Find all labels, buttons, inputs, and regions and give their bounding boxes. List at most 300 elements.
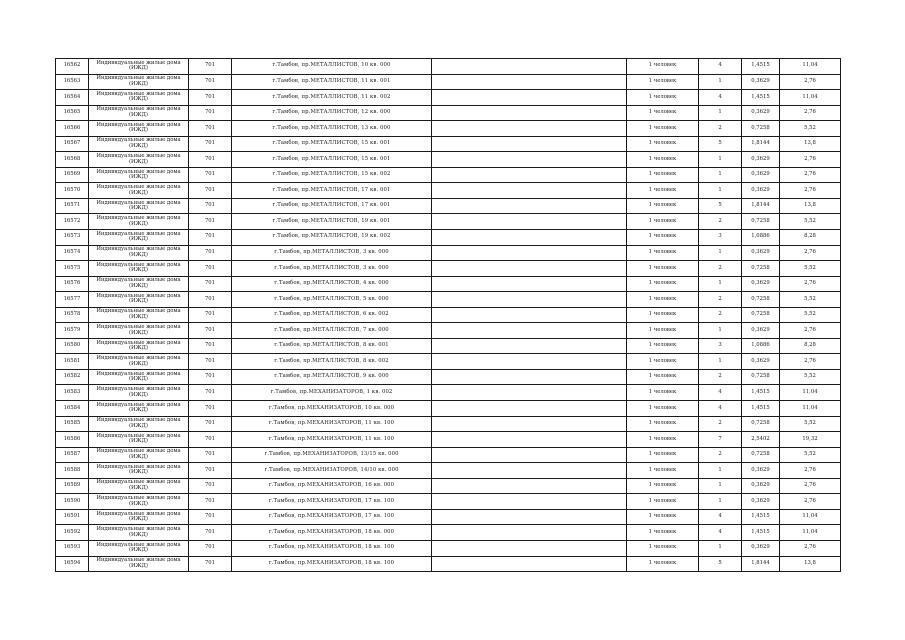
cell-id: 16578 (56, 307, 89, 323)
cell-id: 16593 (56, 540, 89, 556)
cell-address: г.Тамбов, пр.МЕТАЛЛИСТОВ, 11 кв. 001 (232, 74, 432, 90)
cell-code: 701 (189, 198, 232, 214)
cell-total: 5,52 (780, 416, 841, 432)
cell-code: 701 (189, 509, 232, 525)
table-row (56, 105, 841, 121)
cell-id: 16569 (56, 167, 89, 183)
cell-code: 701 (189, 136, 232, 152)
cell-id: 16584 (56, 401, 89, 417)
cell-total: 2,76 (780, 323, 841, 339)
cell-value: 0,3629 (742, 152, 780, 168)
cell-value: 1,8144 (742, 136, 780, 152)
cell-count: 4 (699, 525, 742, 541)
cell-id: 16570 (56, 183, 89, 199)
cell-type: Индивидуальные жилые дома (ИЖД) (89, 105, 189, 121)
cell-id: 16568 (56, 152, 89, 168)
cell-code: 701 (189, 183, 232, 199)
cell-type: Индивидуальные жилые дома (ИЖД) (89, 183, 189, 199)
table-row (56, 540, 841, 556)
table-row (56, 90, 841, 106)
cell-count: 1 (699, 354, 742, 370)
table-row (56, 447, 841, 463)
cell-id: 16572 (56, 214, 89, 230)
cell-empty (432, 478, 627, 494)
cell-value: 1,0886 (742, 338, 780, 354)
cell-count: 2 (699, 214, 742, 230)
table-row (56, 167, 841, 183)
cell-total: 5,52 (780, 369, 841, 385)
cell-address: г.Тамбов, пр.МЕТАЛЛИСТОВ, 5 кв. 000 (232, 292, 432, 308)
cell-type: Индивидуальные жилые дома (ИЖД) (89, 230, 189, 246)
table-row (56, 261, 841, 277)
cell-unit: 1 человек (627, 416, 699, 432)
table-row (56, 385, 841, 401)
cell-address: г.Тамбов, пр.МЕХАНИЗАТОРОВ, 18 кв. 100 (232, 540, 432, 556)
cell-total: 2,76 (780, 105, 841, 121)
cell-code: 701 (189, 152, 232, 168)
cell-count: 1 (699, 105, 742, 121)
table-row (56, 183, 841, 199)
cell-empty (432, 245, 627, 261)
cell-empty (432, 74, 627, 90)
cell-total: 2,76 (780, 354, 841, 370)
cell-code: 701 (189, 90, 232, 106)
cell-count: 7 (699, 432, 742, 448)
cell-unit: 1 человек (627, 121, 699, 137)
cell-empty (432, 509, 627, 525)
cell-type: Индивидуальные жилые дома (ИЖД) (89, 167, 189, 183)
cell-value: 1,4515 (742, 509, 780, 525)
cell-empty (432, 338, 627, 354)
cell-code: 701 (189, 261, 232, 277)
cell-unit: 1 человек (627, 338, 699, 354)
cell-total: 11,04 (780, 90, 841, 106)
cell-count: 1 (699, 245, 742, 261)
cell-total: 8,28 (780, 338, 841, 354)
cell-code: 701 (189, 59, 232, 75)
cell-code: 701 (189, 540, 232, 556)
cell-count: 1 (699, 463, 742, 479)
cell-total: 2,76 (780, 478, 841, 494)
cell-type: Индивидуальные жилые дома (ИЖД) (89, 432, 189, 448)
cell-id: 16582 (56, 369, 89, 385)
cell-unit: 1 человек (627, 152, 699, 168)
register-table (55, 58, 841, 572)
cell-unit: 1 человек (627, 214, 699, 230)
cell-unit: 1 человек (627, 167, 699, 183)
cell-unit: 1 человек (627, 276, 699, 292)
cell-value: 0,3629 (742, 105, 780, 121)
cell-code: 701 (189, 432, 232, 448)
cell-code: 701 (189, 354, 232, 370)
cell-code: 701 (189, 494, 232, 510)
cell-type: Индивидуальные жилые дома (ИЖД) (89, 447, 189, 463)
cell-value: 0,7258 (742, 214, 780, 230)
cell-type: Индивидуальные жилые дома (ИЖД) (89, 292, 189, 308)
cell-value: 0,7258 (742, 369, 780, 385)
cell-total: 2,76 (780, 74, 841, 90)
cell-empty (432, 198, 627, 214)
cell-total: 5,52 (780, 214, 841, 230)
cell-count: 2 (699, 292, 742, 308)
cell-empty (432, 556, 627, 572)
cell-total: 2,76 (780, 167, 841, 183)
cell-address: г.Тамбов, пр.МЕТАЛЛИСТОВ, 9 кв. 000 (232, 369, 432, 385)
cell-value: 2,5402 (742, 432, 780, 448)
cell-empty (432, 416, 627, 432)
cell-type: Индивидуальные жилые дома (ИЖД) (89, 245, 189, 261)
cell-total: 19,32 (780, 432, 841, 448)
cell-value: 1,8144 (742, 556, 780, 572)
cell-unit: 1 человек (627, 478, 699, 494)
table-row (56, 432, 841, 448)
cell-type: Индивидуальные жилые дома (ИЖД) (89, 540, 189, 556)
cell-id: 16587 (56, 447, 89, 463)
cell-unit: 1 человек (627, 525, 699, 541)
cell-address: г.Тамбов, пр.МЕТАЛЛИСТОВ, 15 кв. 001 (232, 136, 432, 152)
cell-id: 16592 (56, 525, 89, 541)
cell-count: 4 (699, 401, 742, 417)
cell-address: г.Тамбов, пр.МЕТАЛЛИСТОВ, 8 кв. 002 (232, 354, 432, 370)
cell-total: 5,52 (780, 307, 841, 323)
cell-type: Индивидуальные жилые дома (ИЖД) (89, 323, 189, 339)
cell-id: 16565 (56, 105, 89, 121)
cell-unit: 1 человек (627, 385, 699, 401)
cell-total: 8,28 (780, 230, 841, 246)
cell-unit: 1 человек (627, 105, 699, 121)
cell-unit: 1 человек (627, 432, 699, 448)
cell-count: 5 (699, 198, 742, 214)
cell-type: Индивидуальные жилые дома (ИЖД) (89, 354, 189, 370)
cell-total: 2,76 (780, 463, 841, 479)
cell-unit: 1 человек (627, 369, 699, 385)
cell-empty (432, 432, 627, 448)
cell-count: 5 (699, 136, 742, 152)
cell-code: 701 (189, 121, 232, 137)
cell-code: 701 (189, 463, 232, 479)
cell-address: г.Тамбов, пр.МЕХАНИЗАТОРОВ, 18 кв. 100 (232, 556, 432, 572)
table-row (56, 74, 841, 90)
table-row (56, 416, 841, 432)
cell-empty (432, 323, 627, 339)
cell-empty (432, 214, 627, 230)
table-row (56, 494, 841, 510)
cell-address: г.Тамбов, пр.МЕХАНИЗАТОРОВ, 17 кв. 100 (232, 494, 432, 510)
cell-value: 1,8144 (742, 198, 780, 214)
cell-code: 701 (189, 276, 232, 292)
cell-address: г.Тамбов, пр.МЕХАНИЗАТОРОВ, 1 кв. 002 (232, 385, 432, 401)
cell-empty (432, 152, 627, 168)
cell-value: 1,0886 (742, 230, 780, 246)
cell-code: 701 (189, 214, 232, 230)
cell-total: 2,76 (780, 245, 841, 261)
cell-unit: 1 человек (627, 447, 699, 463)
cell-total: 11,04 (780, 525, 841, 541)
cell-empty (432, 369, 627, 385)
table-row (56, 556, 841, 572)
cell-unit: 1 человек (627, 494, 699, 510)
table-row (56, 369, 841, 385)
cell-count: 1 (699, 494, 742, 510)
cell-value: 0,7258 (742, 307, 780, 323)
cell-address: г.Тамбов, пр.МЕХАНИЗАТОРОВ, 13/15 кв. 000 (232, 447, 432, 463)
cell-value: 1,4515 (742, 525, 780, 541)
cell-count: 1 (699, 540, 742, 556)
cell-id: 16590 (56, 494, 89, 510)
cell-unit: 1 человек (627, 74, 699, 90)
cell-value: 0,3629 (742, 167, 780, 183)
cell-type: Индивидуальные жилые дома (ИЖД) (89, 338, 189, 354)
cell-type: Индивидуальные жилые дома (ИЖД) (89, 198, 189, 214)
cell-total: 11,04 (780, 385, 841, 401)
cell-value: 0,3629 (742, 276, 780, 292)
cell-id: 16579 (56, 323, 89, 339)
cell-id: 16562 (56, 59, 89, 75)
cell-address: г.Тамбов, пр.МЕХАНИЗАТОРОВ, 16 кв. 000 (232, 478, 432, 494)
cell-id: 16563 (56, 74, 89, 90)
cell-id: 16588 (56, 463, 89, 479)
cell-address: г.Тамбов, пр.МЕТАЛЛИСТОВ, 11 кв. 002 (232, 90, 432, 106)
cell-address: г.Тамбов, пр.МЕХАНИЗАТОРОВ, 17 кв. 100 (232, 509, 432, 525)
cell-count: 2 (699, 369, 742, 385)
cell-unit: 1 человек (627, 463, 699, 479)
table-row (56, 276, 841, 292)
cell-code: 701 (189, 230, 232, 246)
cell-count: 4 (699, 90, 742, 106)
cell-address: г.Тамбов, пр.МЕТАЛЛИСТОВ, 15 кв. 002 (232, 167, 432, 183)
table-row (56, 401, 841, 417)
cell-type: Индивидуальные жилые дома (ИЖД) (89, 478, 189, 494)
cell-empty (432, 59, 627, 75)
cell-address: г.Тамбов, пр.МЕТАЛЛИСТОВ, 3 кв. 000 (232, 245, 432, 261)
cell-count: 1 (699, 276, 742, 292)
cell-value: 0,7258 (742, 261, 780, 277)
cell-count: 3 (699, 338, 742, 354)
cell-unit: 1 человек (627, 556, 699, 572)
cell-total: 13,8 (780, 198, 841, 214)
cell-address: г.Тамбов, пр.МЕХАНИЗАТОРОВ, 11 кв. 100 (232, 416, 432, 432)
cell-type: Индивидуальные жилые дома (ИЖД) (89, 556, 189, 572)
cell-type: Индивидуальные жилые дома (ИЖД) (89, 416, 189, 432)
cell-address: г.Тамбов, пр.МЕХАНИЗАТОРОВ, 10 кв. 000 (232, 401, 432, 417)
cell-count: 1 (699, 323, 742, 339)
cell-value: 0,3629 (742, 540, 780, 556)
table-row (56, 338, 841, 354)
cell-id: 16591 (56, 509, 89, 525)
cell-address: г.Тамбов, пр.МЕТАЛЛИСТОВ, 17 кв. 001 (232, 198, 432, 214)
cell-address: г.Тамбов, пр.МЕТАЛЛИСТОВ, 8 кв. 001 (232, 338, 432, 354)
cell-total: 13,8 (780, 556, 841, 572)
cell-total: 2,76 (780, 540, 841, 556)
cell-count: 4 (699, 509, 742, 525)
cell-value: 1,4515 (742, 385, 780, 401)
table-row (56, 292, 841, 308)
cell-count: 1 (699, 183, 742, 199)
cell-empty (432, 105, 627, 121)
cell-empty (432, 447, 627, 463)
table-row (56, 463, 841, 479)
cell-count: 1 (699, 478, 742, 494)
cell-code: 701 (189, 338, 232, 354)
cell-address: г.Тамбов, пр.МЕТАЛЛИСТОВ, 19 кв. 002 (232, 230, 432, 246)
table-row (56, 354, 841, 370)
cell-count: 2 (699, 447, 742, 463)
cell-address: г.Тамбов, пр.МЕТАЛЛИСТОВ, 15 кв. 001 (232, 152, 432, 168)
cell-type: Индивидуальные жилые дома (ИЖД) (89, 121, 189, 137)
cell-unit: 1 человек (627, 198, 699, 214)
cell-unit: 1 человек (627, 90, 699, 106)
cell-total: 2,76 (780, 152, 841, 168)
cell-code: 701 (189, 323, 232, 339)
cell-code: 701 (189, 401, 232, 417)
cell-count: 2 (699, 307, 742, 323)
cell-unit: 1 человек (627, 307, 699, 323)
cell-total: 2,76 (780, 183, 841, 199)
cell-address: г.Тамбов, пр.МЕХАНИЗАТОРОВ, 18 кв. 000 (232, 525, 432, 541)
cell-value: 1,4515 (742, 59, 780, 75)
cell-total: 11,04 (780, 59, 841, 75)
cell-total: 2,76 (780, 276, 841, 292)
cell-value: 0,7258 (742, 121, 780, 137)
cell-total: 2,76 (780, 494, 841, 510)
cell-type: Индивидуальные жилые дома (ИЖД) (89, 463, 189, 479)
cell-total: 11,04 (780, 509, 841, 525)
cell-unit: 1 человек (627, 136, 699, 152)
table-row (56, 121, 841, 137)
cell-id: 16594 (56, 556, 89, 572)
cell-code: 701 (189, 167, 232, 183)
cell-unit: 1 человек (627, 323, 699, 339)
cell-total: 5,52 (780, 292, 841, 308)
cell-type: Индивидуальные жилые дома (ИЖД) (89, 136, 189, 152)
table-row (56, 245, 841, 261)
cell-type: Индивидуальные жилые дома (ИЖД) (89, 59, 189, 75)
cell-unit: 1 человек (627, 183, 699, 199)
cell-value: 0,3629 (742, 323, 780, 339)
cell-count: 1 (699, 167, 742, 183)
table-row (56, 136, 841, 152)
cell-value: 0,3629 (742, 183, 780, 199)
cell-count: 2 (699, 261, 742, 277)
cell-id: 16571 (56, 198, 89, 214)
cell-total: 11,04 (780, 401, 841, 417)
cell-value: 0,3629 (742, 478, 780, 494)
cell-value: 0,7258 (742, 416, 780, 432)
table-row (56, 478, 841, 494)
cell-id: 16585 (56, 416, 89, 432)
cell-code: 701 (189, 525, 232, 541)
cell-count: 3 (699, 230, 742, 246)
cell-unit: 1 человек (627, 230, 699, 246)
cell-id: 16564 (56, 90, 89, 106)
cell-type: Индивидуальные жилые дома (ИЖД) (89, 214, 189, 230)
table-row (56, 230, 841, 246)
cell-type: Индивидуальные жилые дома (ИЖД) (89, 509, 189, 525)
cell-id: 16581 (56, 354, 89, 370)
table-row (56, 323, 841, 339)
cell-type: Индивидуальные жилые дома (ИЖД) (89, 385, 189, 401)
cell-count: 4 (699, 385, 742, 401)
cell-value: 0,7258 (742, 447, 780, 463)
cell-empty (432, 136, 627, 152)
cell-count: 4 (699, 59, 742, 75)
cell-empty (432, 525, 627, 541)
cell-address: г.Тамбов, пр.МЕТАЛЛИСТОВ, 7 кв. 000 (232, 323, 432, 339)
cell-count: 1 (699, 74, 742, 90)
cell-address: г.Тамбов, пр.МЕТАЛЛИСТОВ, 6 кв. 002 (232, 307, 432, 323)
cell-value: 0,7258 (742, 292, 780, 308)
cell-total: 5,52 (780, 121, 841, 137)
table-body (56, 59, 841, 572)
cell-type: Индивидуальные жилые дома (ИЖД) (89, 152, 189, 168)
cell-unit: 1 человек (627, 245, 699, 261)
cell-empty (432, 463, 627, 479)
cell-empty (432, 401, 627, 417)
cell-empty (432, 90, 627, 106)
cell-code: 701 (189, 385, 232, 401)
cell-type: Индивидуальные жилые дома (ИЖД) (89, 401, 189, 417)
cell-type: Индивидуальные жилые дома (ИЖД) (89, 74, 189, 90)
cell-id: 16576 (56, 276, 89, 292)
cell-empty (432, 540, 627, 556)
cell-unit: 1 человек (627, 509, 699, 525)
cell-type: Индивидуальные жилые дома (ИЖД) (89, 494, 189, 510)
table-row (56, 198, 841, 214)
cell-code: 701 (189, 74, 232, 90)
cell-address: г.Тамбов, пр.МЕХАНИЗАТОРОВ, 11 кв. 100 (232, 432, 432, 448)
cell-unit: 1 человек (627, 261, 699, 277)
cell-code: 701 (189, 447, 232, 463)
cell-id: 16577 (56, 292, 89, 308)
cell-count: 1 (699, 152, 742, 168)
cell-type: Индивидуальные жилые дома (ИЖД) (89, 276, 189, 292)
cell-empty (432, 183, 627, 199)
table-row (56, 509, 841, 525)
cell-type: Индивидуальные жилые дома (ИЖД) (89, 90, 189, 106)
table-row (56, 307, 841, 323)
cell-value: 0,3629 (742, 354, 780, 370)
cell-unit: 1 человек (627, 292, 699, 308)
cell-count: 2 (699, 121, 742, 137)
cell-code: 701 (189, 556, 232, 572)
cell-address: г.Тамбов, пр.МЕТАЛЛИСТОВ, 10 кв. 000 (232, 59, 432, 75)
cell-value: 1,4515 (742, 90, 780, 106)
cell-address: г.Тамбов, пр.МЕТАЛЛИСТОВ, 12 кв. 000 (232, 105, 432, 121)
cell-unit: 1 человек (627, 540, 699, 556)
cell-value: 0,3629 (742, 245, 780, 261)
cell-id: 16573 (56, 230, 89, 246)
cell-value: 1,4515 (742, 401, 780, 417)
cell-id: 16586 (56, 432, 89, 448)
cell-id: 16580 (56, 338, 89, 354)
cell-type: Индивидуальные жилые дома (ИЖД) (89, 525, 189, 541)
cell-code: 701 (189, 292, 232, 308)
cell-id: 16567 (56, 136, 89, 152)
cell-empty (432, 307, 627, 323)
cell-address: г.Тамбов, пр.МЕТАЛЛИСТОВ, 4 кв. 000 (232, 276, 432, 292)
cell-code: 701 (189, 369, 232, 385)
cell-code: 701 (189, 105, 232, 121)
cell-unit: 1 человек (627, 401, 699, 417)
cell-unit: 1 человек (627, 354, 699, 370)
cell-type: Индивидуальные жилые дома (ИЖД) (89, 369, 189, 385)
cell-empty (432, 494, 627, 510)
cell-value: 0,3629 (742, 463, 780, 479)
cell-empty (432, 121, 627, 137)
cell-id: 16575 (56, 261, 89, 277)
cell-id: 16574 (56, 245, 89, 261)
cell-code: 701 (189, 416, 232, 432)
